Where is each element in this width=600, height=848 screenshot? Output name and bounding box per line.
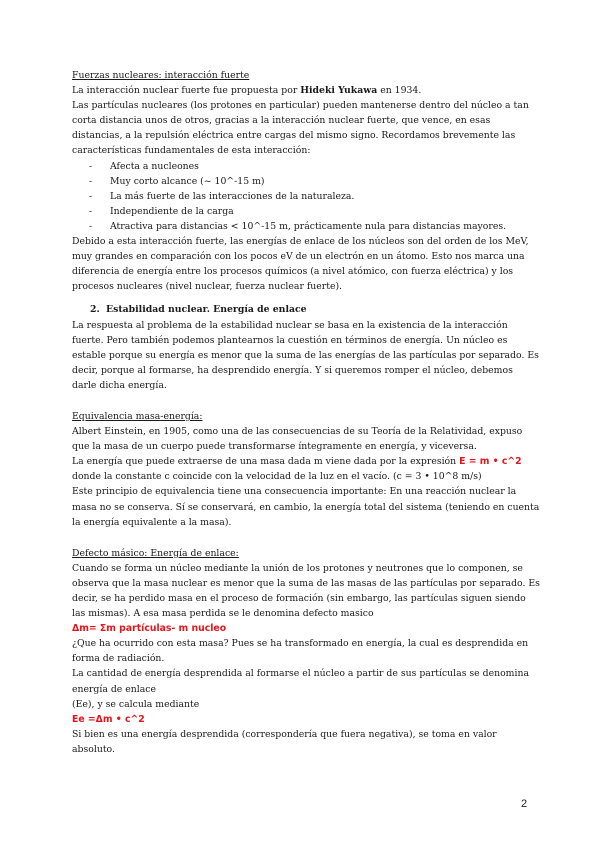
list-item: - La más fuerte de las interacciones de la naturaleza. — [72, 189, 540, 204]
text-span: en 1934. — [377, 85, 422, 97]
list-item: - Afecta a nucleones — [72, 159, 540, 174]
page-number: 2 — [521, 798, 528, 810]
section-title-estabilidad — [72, 302, 540, 317]
section-title-text: Estabilidad nuclear. Energía de enlace — [106, 304, 307, 316]
paragraph-ee: (Ee), y se calcula mediante — [72, 698, 200, 710]
paragraph-einstein: Albert Einstein, en 1905, como una de las consecuencias de su Teoría de la Relatividad, expuso que la masa de un cuerpo puede transformarse íntegramente en energía, y viceversa. — [72, 426, 523, 453]
paragraph-estabilidad: La respuesta al problema de la estabilidad nuclear se basa en la existencia de la interacción fuerte. Pero también podemos plantearnos la cuestión en términos de energía. Un núcleo es estable porque su energía es menor que la suma de las energías de las partículas por separado. Es decir, porque al formarse, ha desprendido energía. Y si queremos romper el núcleo, debemos darle dicha energía. — [72, 319, 539, 391]
formula-e-mc2: E = m • c^2 — [459, 456, 522, 468]
paragraph-principio: Este principio de equivalencia tiene una consecuencia importante: En una reacción nuclear la masa no se conserva. Sí se conservará, en cambio, la energía total del sistema (teniendo en cuenta la energía equivalente a la masa). — [72, 486, 540, 528]
formula-defecto-masico: Δm= Σm partículas- m nucleo — [72, 623, 227, 635]
text-span: La interacción nuclear fuerte fue propuesta por — [72, 85, 301, 97]
paragraph-constante-c: donde la constante c coincide con la velocidad de la luz en el vacío. (c = 3 • 10^8 m/s) — [72, 471, 482, 483]
paragraph-valor-absoluto: Si bien es una energía desprendida (correspondería que fuera negativa), se toma en valor absoluto. — [72, 728, 497, 755]
paragraph-particulas: Las partículas nucleares (los protones en particular) pueden mantenerse dentro del núcleo a tan corta distancia unos de otros, gracias a la interacción nuclear fuerte, que vence, en esas distancias, a la repulsión eléctrica entre cargas del mismo signo. Recordamos brevemente las características fundamentales de esta interacción: — [72, 100, 529, 157]
paragraph-formacion-nucleo: Cuando se forma un núcleo mediante la unión de los protones y neutrones que lo componen, se observa que la masa nuclear es menor que la suma de las masas de las partículas por separado. Es decir, se ha perdido masa en el proceso de formación (sin embargo, las partículas siguen siendo las mismas). A esa masa perdida se le denomina defecto masico — [72, 562, 540, 620]
yukawa-line — [72, 83, 540, 98]
section-number: 2. — [90, 304, 100, 316]
heading-fuerzas-nucleares: Fuerzas nucleares: interacción fuerte — [72, 70, 250, 81]
yukawa-name: Hideki Yukawa — [300, 85, 378, 97]
list-item: - Muy corto alcance (~ 10^-15 m) — [72, 174, 540, 189]
paragraph-energia-enlace: La cantidad de energía desprendida al formarse el núcleo a partir de sus partículas se denomina energía de enlace — [72, 668, 530, 695]
list-item: - Atractiva para distancias < 10^-15 m, prácticamente nula para distancias mayores. — [72, 219, 540, 234]
heading-defecto-masico: Defecto másico: Energía de enlace: — [72, 547, 239, 559]
paragraph-energias-enlace: Debido a esta interacción fuerte, las energías de enlace de los núcleos son del orden de los MeV, muy grandes en comparación con los pocos eV de un electrón en un átomo. Esto nos marca una diferencia de energía entre los procesos químicos (a nivel atómico, con fuerza eléctrica) y los procesos nucleares (nivel nuclear, fuerza nuclear fuerte). — [72, 236, 529, 293]
paragraph-radiacion: ¿Que ha ocurrido con esta masa? Pues se ha transformado en energía, la cual es desprendida en forma de radiación. — [72, 638, 529, 665]
list-item: - Independiente de la carga — [72, 204, 540, 219]
text-span: La energía que puede extraerse de una masa dada m viene dada por la expresión — [72, 456, 460, 468]
formula-ee: Ee =Δm • c^2 — [72, 713, 145, 725]
heading-equivalencia: Equivalencia masa-energía: — [72, 410, 203, 422]
energy-expression-line — [72, 454, 540, 469]
document-body — [72, 68, 540, 757]
characteristics-list — [72, 159, 540, 234]
